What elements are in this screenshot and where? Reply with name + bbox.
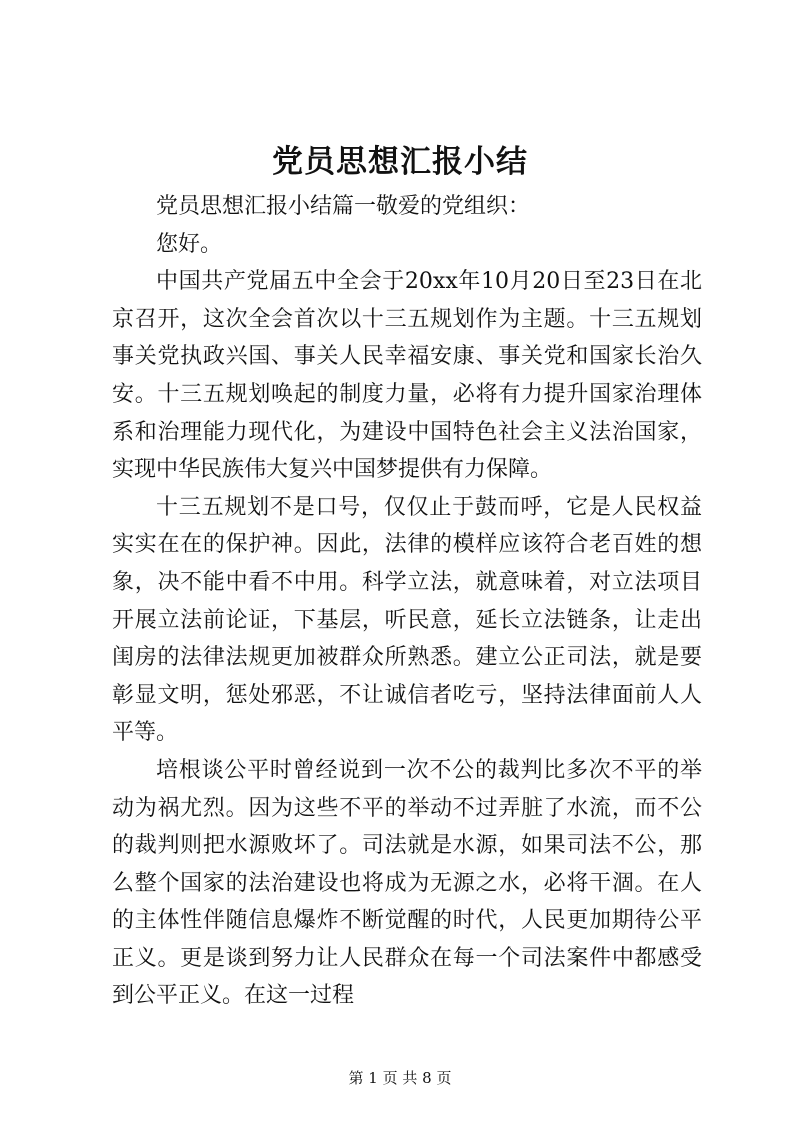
page-footer: 第 1 页 共 8 页 <box>348 1069 452 1087</box>
document-body <box>112 188 702 1015</box>
paragraph-rule-of-law: 十三五规划不是口号，仅仅止于鼓而呼，它是人民权益实实在在的保护神。因此，法律的模样应该符合老百姓的想象，决不能中看不中用。科学立法，就意味着，对立法项目开展立法前论证，下基层，听民意，延长立法链条，让走出闺房的法律法规更加被群众所熟悉。建立公正司法，就是要彰显文明，惩处邪恶，不让诚信者吃亏，坚持法律面前人人平等。 <box>112 494 702 746</box>
paragraph-greeting: 您好。 <box>156 231 223 257</box>
document-title: 党员思想汇报小结 <box>272 144 528 180</box>
paragraph-salutation: 党员思想汇报小结篇一敬爱的党组织： <box>156 194 531 219</box>
paragraph-plenary: 中国共产党届五中全会于20xx年10月20日至23日在北京召开，这次全会首次以十三五规划作为主题。十三五规划事关党执政兴国、事关人民幸福安康、事关党和国家长治久安。十三五规划唤起的制度力量，必将有力提升国家治理体系和治理能力现代化，为建设中国特色社会主义法治国家，实现中华民族伟大复兴中国梦提供有力保障。 <box>112 269 702 483</box>
paragraph-bacon-justice: 培根谈公平时曾经说到一次不公的裁判比多次不平的举动为祸尤烈。因为这些不平的举动不过弄脏了水流，而不公的裁判则把水源败坏了。司法就是水源，如果司法不公，那么整个国家的法治建设也将成为无源之水，必将干涸。在人的主体性伴随信息爆炸不断觉醒的时代，人民更加期待公平正义。更是谈到努力让人民群众在每一个司法案件中都感受到公平正义。在这一过程 <box>112 757 702 1009</box>
